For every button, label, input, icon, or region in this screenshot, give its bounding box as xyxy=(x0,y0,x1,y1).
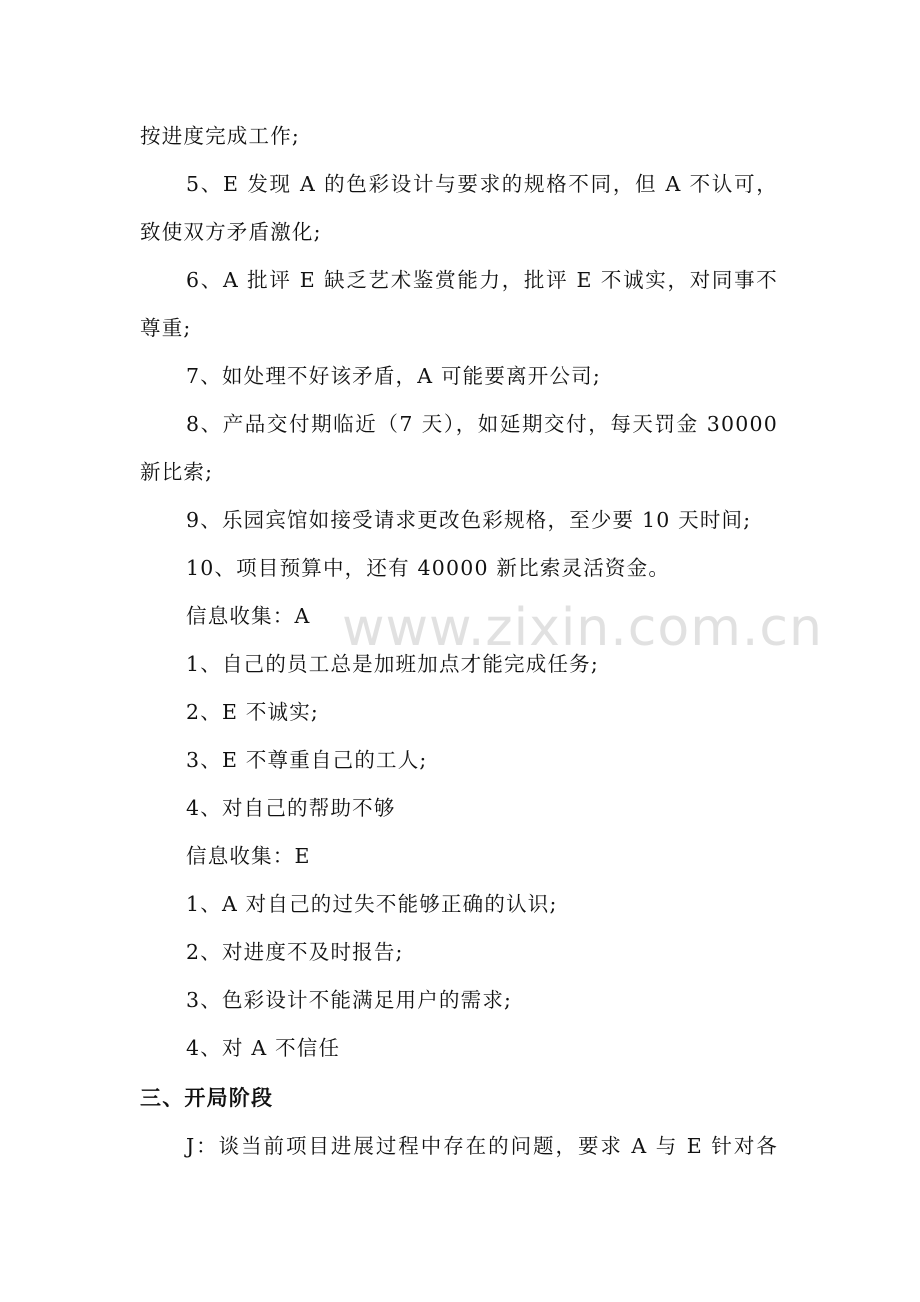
item-7: 7、如处理不好该矛盾，A 可能要离开公司; xyxy=(186,364,601,388)
item-8-line-2: 新比索; xyxy=(140,460,214,484)
item-6-line-1: 6、A 批评 E 缺乏艺术鉴赏能力，批评 E 不诚实，对同事不 xyxy=(186,268,778,292)
info-a-item-4: 4、对自己的帮助不够 xyxy=(186,796,396,820)
item-10: 10、项目预算中，还有 40000 新比索灵活资金。 xyxy=(186,556,671,580)
watermark: www.zixin.com.cn xyxy=(342,598,823,658)
info-collection-e-heading: 信息收集：E xyxy=(186,844,311,868)
info-a-item-3: 3、E 不尊重自己的工人; xyxy=(186,748,428,772)
info-a-item-2: 2、E 不诚实; xyxy=(186,700,320,724)
info-e-item-4: 4、对 A 不信任 xyxy=(186,1036,341,1060)
item-5-line-1: 5、E 发现 A 的色彩设计与要求的规格不同，但 A 不认可， xyxy=(186,172,778,196)
j-statement-line-1: J：谈当前项目进展过程中存在的问题，要求 A 与 E 针对各 xyxy=(186,1134,778,1158)
info-e-item-3: 3、色彩设计不能满足用户的需求; xyxy=(186,988,513,1012)
item-5-line-2: 致使双方矛盾激化; xyxy=(140,220,322,244)
item-8-line-1: 8、产品交付期临近（7 天），如延期交付，每天罚金 30000 xyxy=(186,412,778,436)
info-e-item-2: 2、对进度不及时报告; xyxy=(186,940,404,964)
item-9: 9、乐园宾馆如接受请求更改色彩规格，至少要 10 天时间; xyxy=(186,508,752,532)
text-line-continuation: 按进度完成工作; xyxy=(140,124,301,148)
info-collection-a-heading: 信息收集：A xyxy=(186,604,311,628)
info-e-item-1: 1、A 对自己的过失不能够正确的认识; xyxy=(186,892,558,916)
info-a-item-1: 1、自己的员工总是加班加点才能完成任务; xyxy=(186,652,599,676)
section-heading-opening-stage: 三、开局阶段 xyxy=(140,1086,274,1110)
item-6-line-2: 尊重; xyxy=(140,316,192,340)
